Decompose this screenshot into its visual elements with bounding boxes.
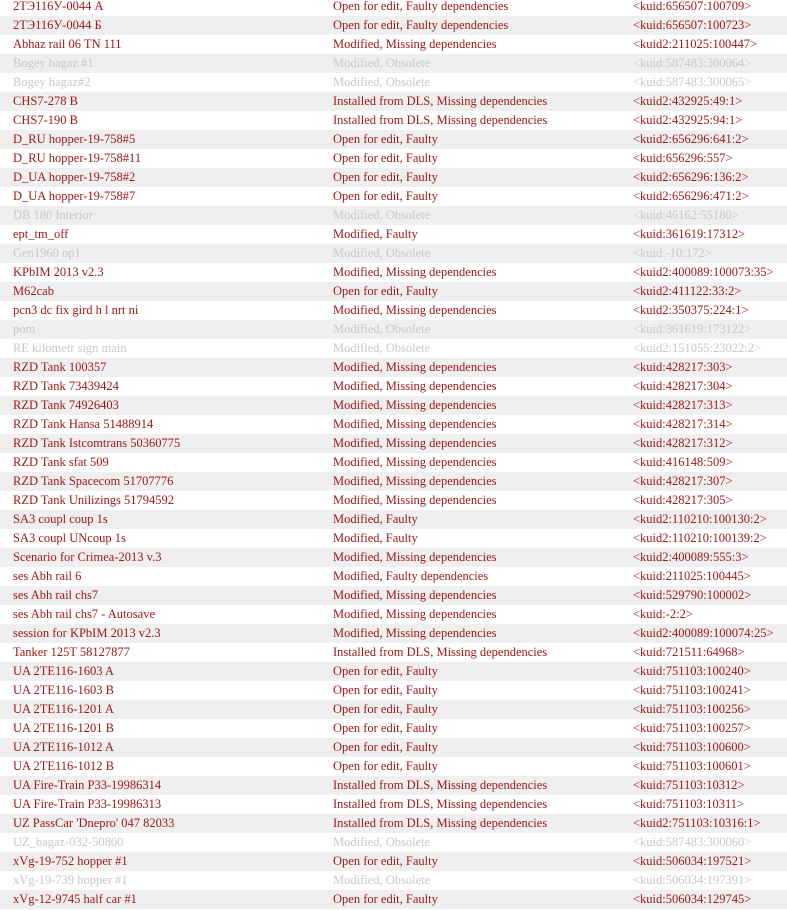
asset-kuid: <kuid:587483:300060> (633, 835, 752, 849)
asset-kuid: <kuid2:211025:100447> (633, 37, 758, 51)
asset-row[interactable] (0, 605, 787, 624)
asset-kuid: <kuid:751103:100241> (633, 683, 751, 697)
asset-status: Modified, Faulty (333, 512, 418, 526)
asset-status: Modified, Missing dependencies (333, 417, 497, 431)
asset-status: Installed from DLS, Missing dependencies (333, 645, 548, 659)
asset-row[interactable] (0, 529, 787, 548)
asset-status: Installed from DLS, Missing dependencies (333, 113, 548, 127)
asset-row[interactable] (0, 871, 787, 890)
asset-name: D_UA hopper-19-758#2 (13, 170, 136, 184)
asset-status: Open for edit, Faulty (333, 759, 438, 773)
asset-kuid: <kuid:428217:303> (633, 360, 733, 374)
asset-name: Abhaz rail 06 TN 111 (13, 37, 122, 51)
asset-kuid: <kuid:751103:10312> (633, 778, 745, 792)
asset-row[interactable] (0, 168, 787, 187)
asset-row[interactable] (0, 16, 787, 35)
asset-status: Modified, Obsolete (333, 56, 431, 70)
asset-status: Modified, Missing dependencies (333, 37, 497, 51)
asset-name: D_UA hopper-19-758#7 (13, 189, 136, 203)
asset-status: Installed from DLS, Missing dependencies (333, 94, 548, 108)
asset-kuid: <kuid:751103:100601> (633, 759, 751, 773)
asset-status: Modified, Obsolete (333, 246, 431, 260)
asset-row[interactable] (0, 567, 787, 586)
asset-name: UA 2TE116-1012 A (13, 740, 114, 754)
asset-kuid: <kuid:428217:312> (633, 436, 733, 450)
asset-name: M62cab (13, 284, 54, 298)
asset-status: Modified, Missing dependencies (333, 436, 497, 450)
asset-name: CHS7-278 B (13, 94, 78, 108)
asset-row[interactable] (0, 320, 787, 339)
asset-status: Modified, Obsolete (333, 341, 431, 355)
asset-kuid: <kuid:428217:307> (633, 474, 733, 488)
asset-kuid: <kuid:-10:172> (633, 246, 712, 260)
asset-row[interactable] (0, 54, 787, 73)
asset-name: CHS7-190 B (13, 113, 78, 127)
asset-row[interactable] (0, 814, 787, 833)
asset-status: Modified, Faulty (333, 531, 418, 545)
asset-status: Open for edit, Faulty dependencies (333, 0, 509, 13)
asset-row[interactable] (0, 510, 787, 529)
asset-kuid: <kuid:656296:557> (633, 151, 733, 165)
asset-kuid: <kuid:751103:100240> (633, 664, 751, 678)
asset-kuid: <kuid:529790:100002> (633, 588, 752, 602)
asset-status: Modified, Missing dependencies (333, 607, 497, 621)
asset-status: Open for edit, Faulty (333, 189, 438, 203)
asset-name: UA 2TE116-1201 B (13, 721, 114, 735)
asset-name: DB 180 Interior (13, 208, 93, 222)
asset-kuid: <kuid2:656296:136:2> (633, 170, 749, 184)
asset-name: xVg-12-9745 half car #1 (13, 892, 137, 906)
asset-kuid: <kuid:428217:313> (633, 398, 733, 412)
asset-status: Modified, Missing dependencies (333, 360, 497, 374)
asset-name: Bogey bagaz #1 (13, 56, 94, 70)
asset-row[interactable] (0, 301, 787, 320)
asset-row[interactable] (0, 548, 787, 567)
asset-name: session for KPbIM 2013 v2.3 (13, 626, 161, 640)
asset-name: RZD Tank Istcomtrans 50360775 (13, 436, 181, 450)
asset-name: Tanker 125T 58127877 (13, 645, 130, 659)
asset-kuid: <kuid2:151055:23022:2> (633, 341, 761, 355)
asset-name: UZ PassCar 'Dnepro' 047 82033 (13, 816, 175, 830)
asset-status: Open for edit, Faulty (333, 170, 438, 184)
asset-status: Installed from DLS, Missing dependencies (333, 778, 548, 792)
asset-name: ses Abh rail chs7 (13, 588, 99, 602)
asset-kuid: <kuid:656507:100723> (633, 18, 752, 32)
asset-name: ses Abh rail chs7 - Autosave (13, 607, 155, 621)
asset-status: Installed from DLS, Missing dependencies (333, 816, 548, 830)
asset-row[interactable] (0, 453, 787, 472)
asset-row[interactable] (0, 225, 787, 244)
asset-name: Bogey bagaz#2 (13, 75, 91, 89)
asset-row[interactable] (0, 92, 787, 111)
asset-name: 2ТЭ116У-0044 Б (13, 18, 102, 32)
asset-status: Modified, Missing dependencies (333, 379, 497, 393)
asset-status: Open for edit, Faulty (333, 664, 438, 678)
asset-row[interactable] (0, 35, 787, 54)
asset-row[interactable] (0, 0, 787, 16)
asset-kuid: <kuid:211025:100445> (633, 569, 751, 583)
asset-name: SA3 coupl UNcoup 1s (13, 531, 126, 545)
asset-row[interactable] (0, 890, 787, 909)
asset-name: pom (13, 322, 36, 336)
asset-status: Modified, Faulty dependencies (333, 569, 489, 583)
asset-status: Open for edit, Faulty (333, 740, 438, 754)
asset-status: Modified, Obsolete (333, 873, 431, 887)
asset-row[interactable] (0, 377, 787, 396)
asset-kuid: <kuid:361619:173122> (633, 322, 752, 336)
asset-kuid: <kuid:587483:300064> (633, 56, 752, 70)
asset-name: xVg-19-739 hopper #1 (13, 873, 128, 887)
asset-name: RZD Tank 100357 (13, 360, 107, 374)
asset-kuid: <kuid:751103:10311> (633, 797, 745, 811)
asset-row[interactable] (0, 681, 787, 700)
asset-name: pcn3 dc fix gird h l nrt ni (13, 303, 139, 317)
asset-row[interactable] (0, 700, 787, 719)
asset-kuid: <kuid2:110210:100130:2> (633, 512, 767, 526)
asset-row[interactable] (0, 738, 787, 757)
asset-kuid: <kuid:656507:100709> (633, 0, 752, 13)
asset-row[interactable] (0, 73, 787, 92)
asset-status: Open for edit, Faulty (333, 683, 438, 697)
asset-status: Modified, Missing dependencies (333, 550, 497, 564)
asset-row[interactable] (0, 472, 787, 491)
asset-name: D_RU hopper-19-758#5 (13, 132, 136, 146)
asset-row[interactable] (0, 244, 787, 263)
asset-name: RZD Tank Spacecom 51707776 (13, 474, 174, 488)
asset-status: Open for edit, Faulty (333, 702, 438, 716)
asset-name: RZD Tank Hansa 51488914 (13, 417, 154, 431)
asset-name: Scenario for Crimea-2013 v.3 (13, 550, 162, 564)
asset-name: ept_tm_off (13, 227, 69, 241)
asset-kuid: <kuid:721511:64968> (633, 645, 745, 659)
asset-kuid: <kuid:751103:100257> (633, 721, 751, 735)
asset-name: UA 2TE116-1603 A (13, 664, 114, 678)
asset-name: UA 2TE116-1201 A (13, 702, 114, 716)
asset-row[interactable] (0, 396, 787, 415)
asset-row[interactable] (0, 130, 787, 149)
asset-status: Modified, Missing dependencies (333, 626, 497, 640)
asset-kuid: <kuid:361619:17312> (633, 227, 746, 241)
asset-row[interactable] (0, 776, 787, 795)
asset-kuid: <kuid2:751103:10316:1> (633, 816, 761, 830)
asset-name: RZD Tank Unilizings 51794592 (13, 493, 175, 507)
asset-status: Open for edit, Faulty (333, 721, 438, 735)
asset-row[interactable] (0, 643, 787, 662)
asset-row[interactable] (0, 358, 787, 377)
asset-kuid: <kuid2:432925:94:1> (633, 113, 743, 127)
asset-kuid: <kuid2:432925:49:1> (633, 94, 743, 108)
asset-status: Open for edit, Faulty (333, 132, 438, 146)
asset-name: 2ТЭ116У-0044 А (13, 0, 104, 13)
asset-kuid: <kuid:416148:509> (633, 455, 733, 469)
asset-name: ses Abh rail 6 (13, 569, 82, 583)
asset-row[interactable] (0, 282, 787, 301)
asset-status: Modified, Obsolete (333, 835, 431, 849)
asset-status: Open for edit, Faulty (333, 151, 438, 165)
asset-status: Modified, Missing dependencies (333, 455, 497, 469)
asset-status: Modified, Missing dependencies (333, 303, 497, 317)
asset-name: SA3 coupl coup 1s (13, 512, 108, 526)
asset-status: Modified, Missing dependencies (333, 493, 497, 507)
asset-kuid: <kuid2:400089:555:3> (633, 550, 749, 564)
asset-kuid: <kuid:506034:129745> (633, 892, 752, 906)
asset-row[interactable] (0, 434, 787, 453)
asset-name: UA Fire-Train P33-19986313 (13, 797, 162, 811)
asset-row[interactable] (0, 263, 787, 282)
asset-name: UA 2TE116-1603 B (13, 683, 114, 697)
asset-kuid: <kuid:751103:100600> (633, 740, 751, 754)
asset-status: Modified, Obsolete (333, 322, 431, 336)
asset-status: Open for edit, Faulty (333, 284, 438, 298)
asset-kuid: <kuid2:350375:224:1> (633, 303, 749, 317)
asset-status: Open for edit, Faulty (333, 854, 438, 868)
asset-kuid: <kuid2:400089:100073:35> (633, 265, 774, 279)
asset-kuid: <kuid:428217:304> (633, 379, 733, 393)
asset-name: UZ_bagaz-032-50800 (13, 835, 124, 849)
asset-row[interactable] (0, 586, 787, 605)
asset-row[interactable] (0, 624, 787, 643)
asset-kuid: <kuid:428217:314> (633, 417, 733, 431)
asset-kuid: <kuid:-2:2> (633, 607, 693, 621)
asset-status: Modified, Faulty (333, 227, 418, 241)
asset-status: Installed from DLS, Missing dependencies (333, 797, 548, 811)
asset-kuid: <kuid2:411122:33:2> (633, 284, 742, 298)
asset-row[interactable] (0, 757, 787, 776)
asset-kuid: <kuid2:656296:641:2> (633, 132, 749, 146)
asset-row[interactable] (0, 491, 787, 510)
asset-name: Gen1960 op1 (13, 246, 81, 260)
asset-status: Modified, Missing dependencies (333, 588, 497, 602)
asset-row[interactable] (0, 719, 787, 738)
asset-name: RZD Tank 73439424 (13, 379, 119, 393)
asset-name: KPbIM 2013 v2.3 (13, 265, 104, 279)
asset-row[interactable] (0, 339, 787, 358)
asset-status: Open for edit, Faulty dependencies (333, 18, 509, 32)
asset-name: UA 2TE116-1012 B (13, 759, 114, 773)
asset-name: D_RU hopper-19-758#11 (13, 151, 142, 165)
asset-name: RZD Tank 74926403 (13, 398, 119, 412)
asset-kuid: <kuid:751103:100256> (633, 702, 751, 716)
asset-name: xVg-19-752 hopper #1 (13, 854, 128, 868)
asset-row[interactable] (0, 149, 787, 168)
asset-name: UA Fire-Train P33-19986314 (13, 778, 162, 792)
asset-row[interactable] (0, 662, 787, 681)
asset-status: Modified, Missing dependencies (333, 265, 497, 279)
asset-status: Modified, Missing dependencies (333, 398, 497, 412)
asset-kuid: <kuid:428217:305> (633, 493, 733, 507)
asset-row[interactable] (0, 795, 787, 814)
asset-row[interactable] (0, 187, 787, 206)
asset-status: Modified, Obsolete (333, 75, 431, 89)
asset-kuid: <kuid2:656296:471:2> (633, 189, 749, 203)
asset-name: RE kilometr sign main (13, 341, 127, 355)
asset-status: Open for edit, Faulty (333, 892, 438, 906)
asset-status: Modified, Missing dependencies (333, 474, 497, 488)
asset-row[interactable] (0, 415, 787, 434)
asset-status: Modified, Obsolete (333, 208, 431, 222)
asset-row[interactable] (0, 111, 787, 130)
asset-kuid: <kuid2:400089:100074:25> (633, 626, 774, 640)
asset-kuid: <kuid:506034:197391> (633, 873, 752, 887)
asset-row[interactable] (0, 852, 787, 871)
asset-kuid: <kuid2:110210:100139:2> (633, 531, 767, 545)
asset-kuid: <kuid:587483:300065> (633, 75, 752, 89)
asset-row[interactable] (0, 206, 787, 225)
asset-name: RZD Tank sfat 509 (13, 455, 109, 469)
asset-kuid: <kuid:506034:197521> (633, 854, 752, 868)
asset-row[interactable] (0, 833, 787, 852)
asset-kuid: <kuid:46162:55180> (633, 208, 739, 222)
